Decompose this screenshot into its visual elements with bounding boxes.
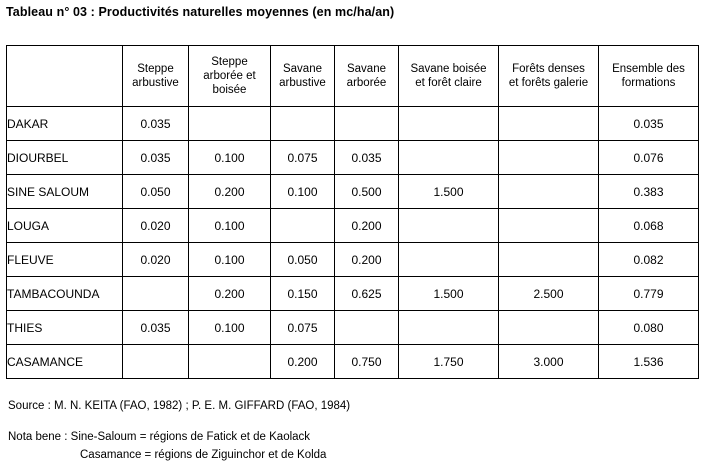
header-row (7, 46, 699, 107)
cell-value: 0.100 (189, 311, 271, 345)
column-header-line: Savane (282, 62, 322, 75)
cell-value: 0.383 (599, 175, 699, 209)
column-header-savane-arbustive (271, 46, 335, 107)
table-row (7, 243, 699, 277)
row-label: THIES (7, 311, 123, 345)
column-header-line: arborée et (203, 69, 256, 82)
cell-value: 1.750 (399, 345, 499, 379)
cell-value (499, 311, 599, 345)
nota-bene-line-2: Casamance = régions de Ziguinchor et de Kolda (80, 449, 327, 461)
column-header-line: Forêts denses (512, 62, 585, 75)
row-label: TAMBACOUNDA (7, 277, 123, 311)
cell-value (335, 107, 399, 141)
table-row (7, 277, 699, 311)
cell-value: 0.035 (123, 141, 189, 175)
column-header-line: arbustive (279, 77, 326, 89)
column-header-line: boisée (212, 84, 247, 96)
cell-value (189, 345, 271, 379)
cell-value: 0.500 (335, 175, 399, 209)
productivity-table (6, 45, 699, 379)
cell-value: 0.200 (189, 277, 271, 311)
column-header-steppe-arbustive (123, 46, 189, 107)
row-label: LOUGA (7, 209, 123, 243)
cell-value: 0.082 (599, 243, 699, 277)
cell-value (499, 209, 599, 243)
cell-value: 1.500 (399, 175, 499, 209)
column-header-line: et forêts galerie (508, 77, 589, 89)
table-row (7, 141, 699, 175)
column-header-line: Steppe (211, 55, 248, 68)
column-header-savane-boisee-foret-claire (399, 46, 499, 107)
table-header (7, 46, 699, 107)
table-row (7, 311, 699, 345)
table-row (7, 107, 699, 141)
cell-value (499, 175, 599, 209)
cell-value: 3.000 (499, 345, 599, 379)
cell-value (123, 277, 189, 311)
cell-value (399, 311, 499, 345)
cell-value: 0.075 (271, 311, 335, 345)
cell-value: 0.035 (599, 107, 699, 141)
cell-value (499, 243, 599, 277)
cell-value (271, 107, 335, 141)
cell-value (499, 107, 599, 141)
table-row (7, 175, 699, 209)
row-label: DAKAR (7, 107, 123, 141)
cell-value (499, 141, 599, 175)
column-header-ensemble-formations (599, 46, 699, 107)
source-note: Source : M. N. KEITA (FAO, 1982) ; P. E. M. GIFFARD (FAO, 1984) (8, 400, 351, 412)
cell-value: 0.035 (123, 107, 189, 141)
column-header-line: Ensemble des (612, 62, 685, 75)
cell-value: 0.625 (335, 277, 399, 311)
row-label: DIOURBEL (7, 141, 123, 175)
cell-value (399, 243, 499, 277)
column-header-forets-denses-galerie (499, 46, 599, 107)
cell-value: 0.100 (271, 175, 335, 209)
cell-value: 0.150 (271, 277, 335, 311)
table-row (7, 345, 699, 379)
cell-value: 2.500 (499, 277, 599, 311)
row-label: SINE SALOUM (7, 175, 123, 209)
column-header-line: arbustive (132, 77, 179, 89)
page-title: Tableau n° 03 : Productivités naturelles moyennes (en mc/ha/an) (6, 5, 395, 19)
cell-value (271, 209, 335, 243)
cell-value: 0.100 (189, 243, 271, 277)
nota-bene-line-1: Nota bene : Sine-Saloum = régions de Fatick et de Kaolack (8, 431, 311, 443)
column-header-line: Savane (346, 62, 386, 75)
cell-value: 0.100 (189, 141, 271, 175)
cell-value: 0.200 (271, 345, 335, 379)
column-header-savane-arboree (335, 46, 399, 107)
cell-value: 0.200 (335, 209, 399, 243)
row-label: CASAMANCE (7, 345, 123, 379)
cell-value (399, 209, 499, 243)
cell-value: 0.200 (189, 175, 271, 209)
row-label: FLEUVE (7, 243, 123, 277)
cell-value: 0.050 (123, 175, 189, 209)
cell-value (335, 311, 399, 345)
column-header-line: arborée (346, 77, 387, 89)
cell-value: 0.080 (599, 311, 699, 345)
table-corner-cell (7, 46, 123, 107)
cell-value: 1.536 (599, 345, 699, 379)
cell-value: 0.075 (271, 141, 335, 175)
cell-value (189, 107, 271, 141)
cell-value: 0.020 (123, 209, 189, 243)
cell-value: 0.050 (271, 243, 335, 277)
cell-value: 0.068 (599, 209, 699, 243)
cell-value (399, 107, 499, 141)
table-row (7, 209, 699, 243)
cell-value (399, 141, 499, 175)
cell-value: 0.076 (599, 141, 699, 175)
table-body (7, 107, 699, 379)
column-header-line: Savane boisée (410, 62, 487, 75)
cell-value: 0.035 (335, 141, 399, 175)
column-header-line: et forêt claire (415, 77, 482, 89)
cell-value: 0.200 (335, 243, 399, 277)
cell-value: 0.100 (189, 209, 271, 243)
cell-value: 1.500 (399, 277, 499, 311)
cell-value (123, 345, 189, 379)
column-header-steppe-arboree-boisee (189, 46, 271, 107)
cell-value: 0.779 (599, 277, 699, 311)
cell-value: 0.035 (123, 311, 189, 345)
column-header-line: formations (621, 77, 676, 89)
column-header-line: Steppe (137, 62, 174, 75)
cell-value: 0.750 (335, 345, 399, 379)
cell-value: 0.020 (123, 243, 189, 277)
